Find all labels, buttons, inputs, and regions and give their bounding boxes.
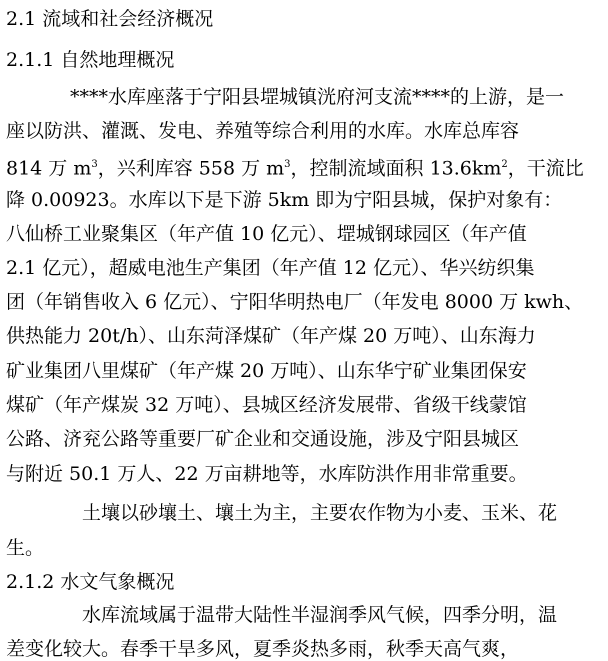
- paragraph-line: 煤矿（年产煤炭 32 万吨）、县城区经济发展带、省级干线蒙馆: [6, 394, 527, 416]
- paragraph-line: 814 万 $m^3$，兴利库容 558 万 $m^3$，控制流域面积 $13.6km^2$，干流比: [6, 157, 584, 180]
- paragraph-line: 与附近 50.1 万人、22 万亩耕地等，水库防洪作用非常重要。: [6, 463, 528, 485]
- paragraph-line: 降 0.00923。水库以下是下游 5km 即为宁阳县城，保护对象有：: [6, 189, 563, 211]
- subsection-heading-2-1-1: 2.1.1 自然地理概况: [6, 49, 175, 71]
- paragraph-line: 土壤以砂壤土、壤土为主，主要农作物为小麦、玉米、花: [82, 502, 558, 524]
- paragraph-line: 公路、济兖公路等重要厂矿企业和交通设施，涉及宁阳县城区: [6, 428, 520, 450]
- paragraph-line: 矿业集团八里煤矿（年产煤 20 万吨）、山东华宁矿业集团保安: [6, 360, 527, 382]
- paragraph-line: 2.1 亿元），超威电池生产集团（年产值 12 亿元）、华兴纺织集: [6, 257, 535, 279]
- paragraph-line: 生。: [6, 537, 45, 559]
- paragraph-line: 水库流域属于温带大陆性半湿润季风气候，四季分明，温: [82, 604, 558, 626]
- subsection-heading-2-1-2: 2.1.2 水文气象概况: [6, 571, 175, 593]
- paragraph-line: 座以防洪、灌溉、发电、养殖等综合利用的水库。水库总库容: [6, 120, 520, 142]
- paragraph-line: 差变化较大。春季干旱多风，夏季炎热多雨，秋季天高气爽，: [6, 638, 520, 660]
- paragraph-line: 团（年销售收入 6 亿元）、宁阳华明热电厂（年发电 8000 万 kwh、: [6, 291, 584, 313]
- paragraph-line: ****水库座落于宁阳县堽城镇洸府河支流****的上游，是一: [70, 86, 565, 108]
- section-heading-2-1: 2.1 流域和社会经济概况: [6, 8, 214, 30]
- paragraph-line: 供热能力 20t/h）、山东菏泽煤矿（年产煤 20 万吨）、山东海力: [6, 325, 536, 347]
- paragraph-line: 八仙桥工业聚集区（年产值 10 亿元）、堽城钢球园区（年产值: [6, 223, 527, 245]
